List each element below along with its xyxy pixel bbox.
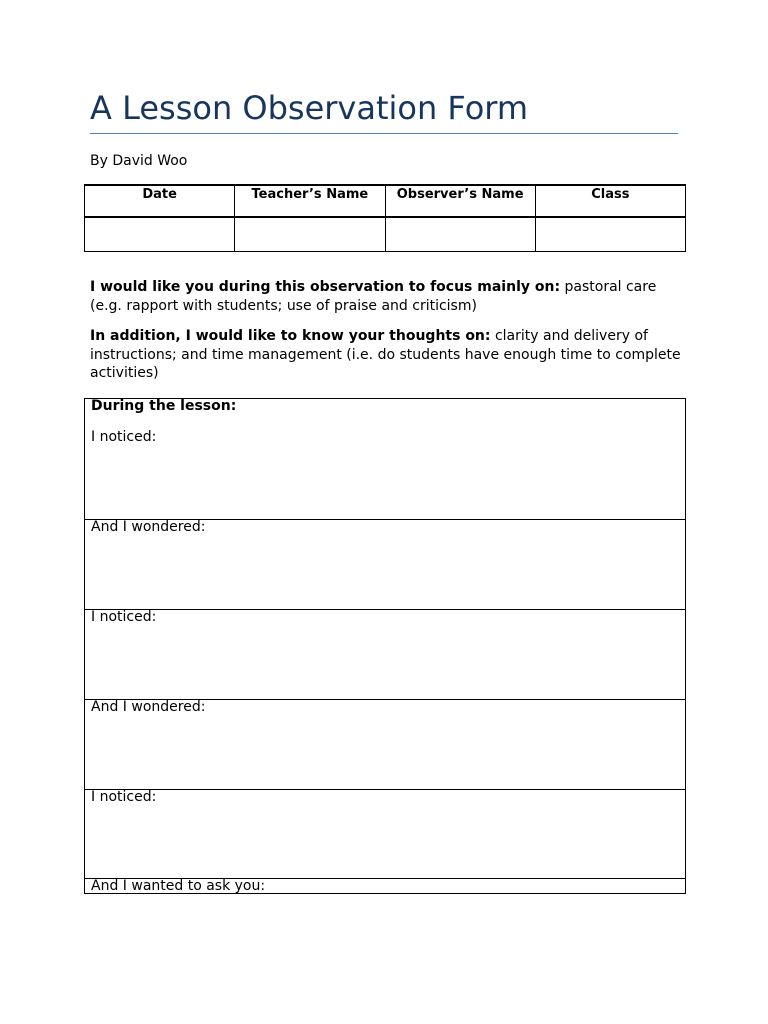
class-cell[interactable] bbox=[535, 217, 685, 252]
section-label: And I wondered: bbox=[91, 519, 206, 535]
lesson-section[interactable] bbox=[85, 519, 685, 609]
lesson-heading: During the lesson: bbox=[91, 398, 237, 414]
lesson-notes-box bbox=[84, 398, 686, 894]
info-table-row bbox=[85, 217, 686, 252]
author-byline: By David Woo bbox=[90, 153, 188, 169]
page-title: A Lesson Observation Form bbox=[90, 89, 529, 127]
thoughts-text: clarity and delivery of instructions; and time management (i.e. do students have enough time to complete activities) bbox=[90, 328, 681, 381]
date-cell[interactable] bbox=[85, 217, 235, 252]
info-table-header-row bbox=[85, 185, 686, 217]
focus-paragraph bbox=[90, 278, 690, 315]
lesson-section[interactable] bbox=[85, 699, 685, 789]
teacher-name-cell[interactable] bbox=[235, 217, 385, 252]
section-label: I noticed: bbox=[91, 789, 157, 805]
lesson-section[interactable] bbox=[85, 399, 685, 519]
date-header: Date bbox=[85, 185, 235, 217]
focus-label: I would like you during this observation to focus mainly on: bbox=[90, 279, 561, 295]
lesson-section[interactable] bbox=[85, 609, 685, 699]
section-label: And I wanted to ask you: bbox=[91, 878, 266, 894]
observer-name-cell[interactable] bbox=[385, 217, 535, 252]
observer-name-header: Observer’s Name bbox=[385, 185, 535, 217]
lesson-section[interactable] bbox=[85, 789, 685, 879]
section-label: And I wondered: bbox=[91, 699, 206, 715]
class-header: Class bbox=[535, 185, 685, 217]
title-underline bbox=[90, 133, 678, 134]
teacher-name-header: Teacher’s Name bbox=[235, 185, 385, 217]
thoughts-label: In addition, I would like to know your thoughts on: bbox=[90, 328, 491, 344]
lesson-section[interactable] bbox=[85, 878, 685, 894]
thoughts-paragraph bbox=[90, 327, 690, 383]
focus-text: pastoral care (e.g. rapport with students; use of praise and criticism) bbox=[90, 279, 657, 314]
section-label: I noticed: bbox=[91, 429, 157, 445]
observation-info-table bbox=[84, 184, 686, 252]
section-label: I noticed: bbox=[91, 609, 157, 625]
